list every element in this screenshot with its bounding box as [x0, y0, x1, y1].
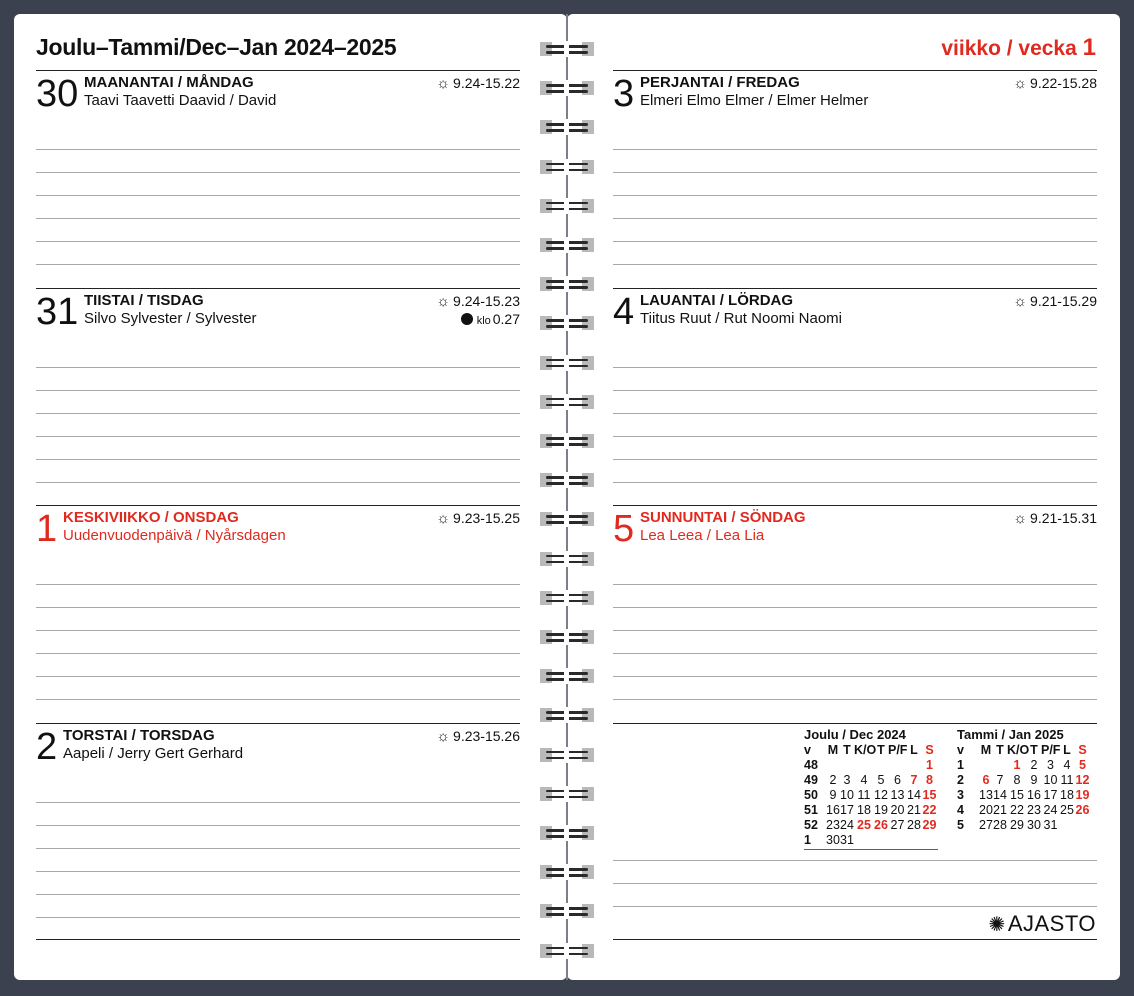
sun-icon: ☼: [436, 510, 451, 527]
calendar-day-cell[interactable]: [854, 758, 874, 773]
full-moon-icon: [461, 313, 473, 325]
week-number-cell: 50: [804, 788, 818, 802]
writing-line[interactable]: [613, 482, 1097, 483]
binding-ring: [540, 785, 594, 803]
calendar-week-row: [957, 788, 1091, 803]
calendar-day-cell[interactable]: [854, 833, 874, 848]
calendar-day-cell[interactable]: 1: [926, 758, 933, 772]
calendar-day-cell[interactable]: 23: [1027, 803, 1041, 817]
name-day-names: Tiitus Ruut / Rut Noomi Naomi: [640, 310, 843, 327]
weekday-header: P/F: [1041, 743, 1061, 757]
calendar-day-cell[interactable]: [874, 758, 888, 773]
mini-calendar-title: Joulu / Dec 2024: [804, 727, 906, 742]
writing-line[interactable]: [613, 607, 1097, 608]
calendar-day-cell[interactable]: 2: [1030, 758, 1038, 772]
sun-icon: ☼: [1013, 510, 1028, 527]
binding-ring: [540, 197, 594, 215]
calendar-week-row: [804, 803, 938, 818]
calendar-day-cell[interactable]: 15: [922, 788, 937, 802]
week-number-cell: 2: [957, 773, 964, 787]
binding-ring: [540, 432, 594, 450]
week-number-cell: 48: [804, 758, 818, 772]
calendar-day-cell[interactable]: 26: [1075, 803, 1090, 817]
calendar-day-cell[interactable]: 18: [857, 803, 871, 817]
week-label: [941, 34, 1096, 62]
calendar-day-cell[interactable]: 29: [1010, 818, 1024, 832]
calendar-day-cell[interactable]: 25: [1060, 803, 1074, 817]
writing-line[interactable]: [36, 848, 520, 849]
calendar-day-cell[interactable]: 28: [993, 818, 1007, 832]
writing-line[interactable]: [613, 459, 1097, 460]
calendar-day-cell[interactable]: 2: [829, 773, 837, 787]
calendar-day-cell[interactable]: 21: [993, 803, 1007, 817]
calendar-day-cell[interactable]: 18: [1060, 788, 1074, 802]
writing-line[interactable]: [613, 390, 1097, 391]
calendar-day-cell[interactable]: 19: [1075, 788, 1090, 802]
writing-line[interactable]: [36, 825, 520, 826]
week-number-cell: 3: [957, 788, 964, 802]
calendar-week-row: [957, 818, 1091, 833]
binding-ring: [540, 667, 594, 685]
day-block[interactable]: [36, 505, 520, 723]
weekday-header: T: [843, 743, 851, 757]
binding-ring: [540, 902, 594, 920]
sun-icon: ☼: [436, 293, 451, 310]
weekday-header: v: [804, 743, 811, 757]
weekday-header: M: [827, 743, 839, 757]
writing-line[interactable]: [36, 241, 520, 242]
week-number: 1: [1082, 34, 1096, 61]
day-block[interactable]: [36, 723, 520, 941]
calendar-day-cell[interactable]: 24: [1043, 803, 1058, 817]
calendar-day-cell[interactable]: 4: [860, 773, 868, 787]
calendar-day-cell[interactable]: 22: [1010, 803, 1024, 817]
weekday-header: L: [910, 743, 918, 757]
writing-line[interactable]: [613, 218, 1097, 219]
weekday-header: K/O: [854, 743, 877, 757]
calendar-day-cell[interactable]: 22: [922, 803, 937, 817]
calendar-day-cell[interactable]: 3: [1047, 758, 1054, 772]
binding-ring: [540, 275, 594, 293]
writing-line[interactable]: [36, 149, 520, 150]
writing-line[interactable]: [36, 802, 520, 803]
writing-line[interactable]: [36, 630, 520, 631]
writing-line[interactable]: [36, 195, 520, 196]
mini-calendar-header: [804, 743, 938, 758]
calendar-day-cell[interactable]: 7: [996, 773, 1004, 787]
writing-line[interactable]: [36, 607, 520, 608]
writing-line[interactable]: [36, 871, 520, 872]
writing-line[interactable]: [613, 883, 1097, 884]
day-block[interactable]: [613, 70, 1097, 288]
binding-ring: [540, 628, 594, 646]
day-block[interactable]: [36, 70, 520, 288]
calendar-day-cell[interactable]: 25: [857, 818, 871, 832]
writing-line[interactable]: [36, 436, 520, 437]
sun-icon: ☼: [1013, 293, 1028, 310]
day-divider: [36, 505, 520, 506]
week-number-cell: 4: [957, 803, 964, 817]
binding-ring: [540, 354, 594, 372]
binding-ring: [540, 118, 594, 136]
brand-logo: [989, 911, 1096, 937]
calendar-day-cell[interactable]: 14: [993, 788, 1007, 802]
calendar-day-cell[interactable]: 17: [1043, 788, 1058, 802]
calendar-day-cell[interactable]: 12: [874, 788, 888, 802]
calendar-week-row: [804, 788, 938, 803]
calendar-week-row: [804, 833, 938, 848]
writing-line[interactable]: [613, 630, 1097, 631]
calendar-day-cell[interactable]: 6: [982, 773, 990, 787]
calendar-day-cell[interactable]: [888, 758, 907, 773]
calendar-week-row: [804, 758, 938, 773]
calendar-day-cell[interactable]: [907, 833, 921, 848]
day-divider: [36, 288, 520, 289]
weekday-header: K/O: [1007, 743, 1030, 757]
sun-icon: ☼: [1013, 75, 1028, 92]
week-number-cell: 49: [804, 773, 818, 787]
writing-line[interactable]: [36, 917, 520, 918]
ajasto-star-icon: ✺: [988, 914, 1006, 936]
weekday-header: T: [877, 743, 885, 757]
weekday-header: M: [980, 743, 992, 757]
calendar-week-row: [957, 803, 1091, 818]
calendar-day-cell[interactable]: 10: [1043, 773, 1058, 787]
sun-times: [436, 727, 520, 746]
weekday-header: T: [996, 743, 1004, 757]
calendar-day-cell[interactable]: [979, 758, 993, 773]
sun-times: [1013, 509, 1097, 528]
moon-phase: [461, 310, 520, 330]
calendar-day-cell[interactable]: [921, 833, 938, 848]
weekday-header: L: [1063, 743, 1071, 757]
calendar-day-cell[interactable]: [874, 833, 888, 848]
mini-calendar-title: Tammi / Jan 2025: [957, 727, 1064, 742]
writing-line[interactable]: [36, 413, 520, 414]
calendar-day-cell[interactable]: 27: [979, 818, 993, 832]
binding-ring: [540, 942, 594, 960]
calendar-day-cell[interactable]: 9: [829, 788, 837, 802]
writing-line[interactable]: [613, 906, 1097, 907]
calendar-day-cell[interactable]: 7: [910, 773, 918, 787]
calendar-day-cell[interactable]: 11: [1060, 773, 1074, 787]
moon-time: 0.27: [492, 311, 520, 327]
name-day-names: Aapeli / Jerry Gert Gerhard: [63, 745, 244, 762]
mini-calendar-header: [957, 743, 1091, 758]
calendar-day-cell[interactable]: 16: [1027, 788, 1041, 802]
calendar-day-cell[interactable]: 4: [1063, 758, 1071, 772]
calendar-day-cell[interactable]: [888, 833, 907, 848]
binding-ring: [540, 589, 594, 607]
calendar-day-cell[interactable]: 8: [926, 773, 933, 787]
weekday-header: T: [1030, 743, 1038, 757]
weekday-name: LAUANTAI / LÖRDAG: [640, 292, 794, 309]
day-number: 4: [613, 291, 635, 333]
binding-ring: [540, 393, 594, 411]
binding-ring: [540, 510, 594, 528]
calendar-day-cell[interactable]: 29: [922, 818, 937, 832]
week-number-cell: 51: [804, 803, 818, 817]
week-number-cell: 52: [804, 818, 818, 832]
week-number-cell: 5: [957, 818, 964, 832]
day-divider: [36, 723, 520, 724]
writing-line[interactable]: [36, 699, 520, 700]
writing-line[interactable]: [36, 482, 520, 483]
page-bottom-rule: [36, 939, 520, 940]
binding-ring: [540, 79, 594, 97]
day-number: 5: [613, 508, 635, 550]
day-divider: [613, 723, 1097, 724]
name-day-names: Uudenvuodenpäivä / Nyårsdagen: [63, 527, 286, 544]
day-number: 2: [36, 726, 58, 768]
page-title: Joulu–Tammi/Dec–Jan 2024–2025: [36, 34, 397, 60]
day-divider: [613, 288, 1097, 289]
calendar-day-cell[interactable]: 17: [840, 803, 854, 817]
week-number-cell: 1: [804, 833, 811, 847]
binding-ring: [540, 236, 594, 254]
writing-line[interactable]: [36, 218, 520, 219]
week-label-text: viikko / vecka: [941, 37, 1077, 60]
sun-time-text: 9.24-15.22: [453, 75, 520, 91]
writing-line[interactable]: [613, 195, 1097, 196]
calendar-day-cell[interactable]: 1: [1013, 758, 1021, 772]
calendar-day-cell[interactable]: 11: [857, 788, 871, 802]
day-number: 3: [613, 73, 635, 115]
weekday-name: MAANANTAI / MÅNDAG: [84, 74, 254, 91]
day-divider: [36, 70, 520, 71]
writing-line[interactable]: [613, 584, 1097, 585]
binding-ring: [540, 746, 594, 764]
writing-line[interactable]: [613, 676, 1097, 677]
sun-time-text: 9.21-15.31: [1030, 510, 1097, 526]
calendar-day-cell[interactable]: 6: [894, 773, 901, 787]
weekday-header: S: [925, 743, 934, 757]
weekday-header: P/F: [888, 743, 908, 757]
binding-ring: [540, 824, 594, 842]
writing-line[interactable]: [613, 860, 1097, 861]
writing-line[interactable]: [613, 699, 1097, 700]
writing-line[interactable]: [36, 676, 520, 677]
sun-times: [436, 292, 520, 311]
day-divider: [613, 70, 1097, 71]
calendar-day-cell[interactable]: 3: [843, 773, 851, 787]
binding-ring: [540, 314, 594, 332]
sun-time-text: 9.22-15.28: [1030, 75, 1097, 91]
sun-times: [1013, 292, 1097, 311]
sun-times: [436, 509, 520, 528]
name-day-names: Lea Leea / Lea Lia: [640, 527, 765, 544]
calendar-day-cell[interactable]: 9: [1030, 773, 1038, 787]
calendar-day-cell[interactable]: 8: [1013, 773, 1021, 787]
calendar-day-cell[interactable]: 31: [840, 833, 854, 847]
binding-ring: [540, 471, 594, 489]
sun-times: [436, 74, 520, 93]
sun-time-text: 9.24-15.23: [453, 293, 520, 309]
calendar-week-row: [804, 773, 938, 788]
sun-times: [1013, 74, 1097, 93]
day-number: 31: [36, 291, 79, 333]
calendar-day-cell[interactable]: 24: [840, 818, 854, 832]
day-block[interactable]: [613, 505, 1097, 723]
calendar-day-cell[interactable]: 27: [890, 818, 905, 832]
calendar-day-cell[interactable]: 5: [1079, 758, 1086, 772]
binding-ring: [540, 706, 594, 724]
binding-ring: [540, 550, 594, 568]
calendar-day-cell[interactable]: 19: [874, 803, 888, 817]
writing-line[interactable]: [613, 413, 1097, 414]
writing-line[interactable]: [36, 172, 520, 173]
day-divider: [613, 505, 1097, 506]
calendar-day-cell[interactable]: 28: [907, 818, 921, 832]
calendar-day-cell[interactable]: 20: [979, 803, 993, 817]
day-number: 30: [36, 73, 79, 115]
calendar-day-cell[interactable]: 13: [890, 788, 905, 802]
calendar-day-cell[interactable]: [1060, 818, 1074, 833]
writing-line[interactable]: [36, 367, 520, 368]
calendar-day-cell[interactable]: 30: [1027, 818, 1041, 832]
calendar-day-cell[interactable]: [1074, 818, 1091, 833]
writing-line[interactable]: [613, 367, 1097, 368]
writing-line[interactable]: [36, 653, 520, 654]
weekday-name: TIISTAI / TISDAG: [84, 292, 204, 309]
moon-prefix: klo: [476, 315, 491, 327]
calendar-day-cell[interactable]: 13: [979, 788, 993, 802]
calendar-day-cell[interactable]: 31: [1043, 818, 1058, 832]
sun-time-text: 9.23-15.26: [453, 728, 520, 744]
sun-icon: ☼: [436, 728, 451, 745]
calendar-day-cell[interactable]: 15: [1010, 788, 1024, 802]
writing-line[interactable]: [36, 390, 520, 391]
logo-text: AJASTO: [1007, 911, 1096, 936]
writing-line[interactable]: [36, 459, 520, 460]
calendar-day-cell[interactable]: 14: [907, 788, 921, 802]
writing-line[interactable]: [613, 241, 1097, 242]
sun-time-text: 9.21-15.29: [1030, 293, 1097, 309]
writing-line[interactable]: [36, 584, 520, 585]
binding-ring: [540, 40, 594, 58]
calendar-underline: [804, 849, 938, 850]
weekday-name: TORSTAI / TORSDAG: [63, 727, 215, 744]
weekday-header: S: [1078, 743, 1087, 757]
calendar-week-row: [957, 773, 1091, 788]
sun-time-text: 9.23-15.25: [453, 510, 520, 526]
writing-line[interactable]: [613, 653, 1097, 654]
mini-calendar-december: [804, 727, 938, 850]
week-number-cell: 1: [957, 758, 964, 772]
writing-line[interactable]: [613, 149, 1097, 150]
calendar-day-cell[interactable]: 30: [826, 833, 840, 847]
writing-line[interactable]: [613, 172, 1097, 173]
writing-line[interactable]: [613, 436, 1097, 437]
writing-line[interactable]: [613, 264, 1097, 265]
binding-ring: [540, 158, 594, 176]
name-day-names: Taavi Taavetti Daavid / David: [84, 92, 277, 109]
calendar-day-cell[interactable]: [826, 758, 840, 773]
calendar-day-cell[interactable]: 5: [877, 773, 885, 787]
calendar-day-cell[interactable]: 26: [874, 818, 888, 832]
calendar-day-cell[interactable]: 21: [907, 803, 921, 817]
calendar-week-row: [804, 818, 938, 833]
page-bottom-rule: [613, 939, 1097, 940]
name-day-names: Silvo Sylvester / Sylvester: [84, 310, 257, 327]
sun-icon: ☼: [436, 75, 451, 92]
day-number: 1: [36, 508, 58, 550]
weekday-name: PERJANTAI / FREDAG: [640, 74, 800, 91]
binding-ring: [540, 863, 594, 881]
weekday-name: KESKIVIIKKO / ONSDAG: [63, 509, 239, 526]
calendar-day-cell[interactable]: [840, 758, 854, 773]
writing-line[interactable]: [36, 264, 520, 265]
calendar-day-cell[interactable]: 16: [826, 803, 840, 817]
calendar-day-cell[interactable]: [993, 758, 1007, 773]
calendar-day-cell[interactable]: [907, 758, 921, 773]
calendar-day-cell[interactable]: 20: [890, 803, 905, 817]
mini-calendar-january: [957, 727, 1091, 833]
calendar-day-cell[interactable]: 23: [826, 818, 840, 832]
day-block[interactable]: [613, 288, 1097, 506]
calendar-day-cell[interactable]: 12: [1075, 773, 1090, 787]
day-block[interactable]: [36, 288, 520, 506]
calendar-day-cell[interactable]: 10: [840, 788, 854, 802]
writing-line[interactable]: [36, 894, 520, 895]
weekday-name: SUNNUNTAI / SÖNDAG: [640, 509, 806, 526]
calendar-week-row: [957, 758, 1091, 773]
weekday-header: v: [957, 743, 964, 757]
name-day-names: Elmeri Elmo Elmer / Elmer Helmer: [640, 92, 869, 109]
